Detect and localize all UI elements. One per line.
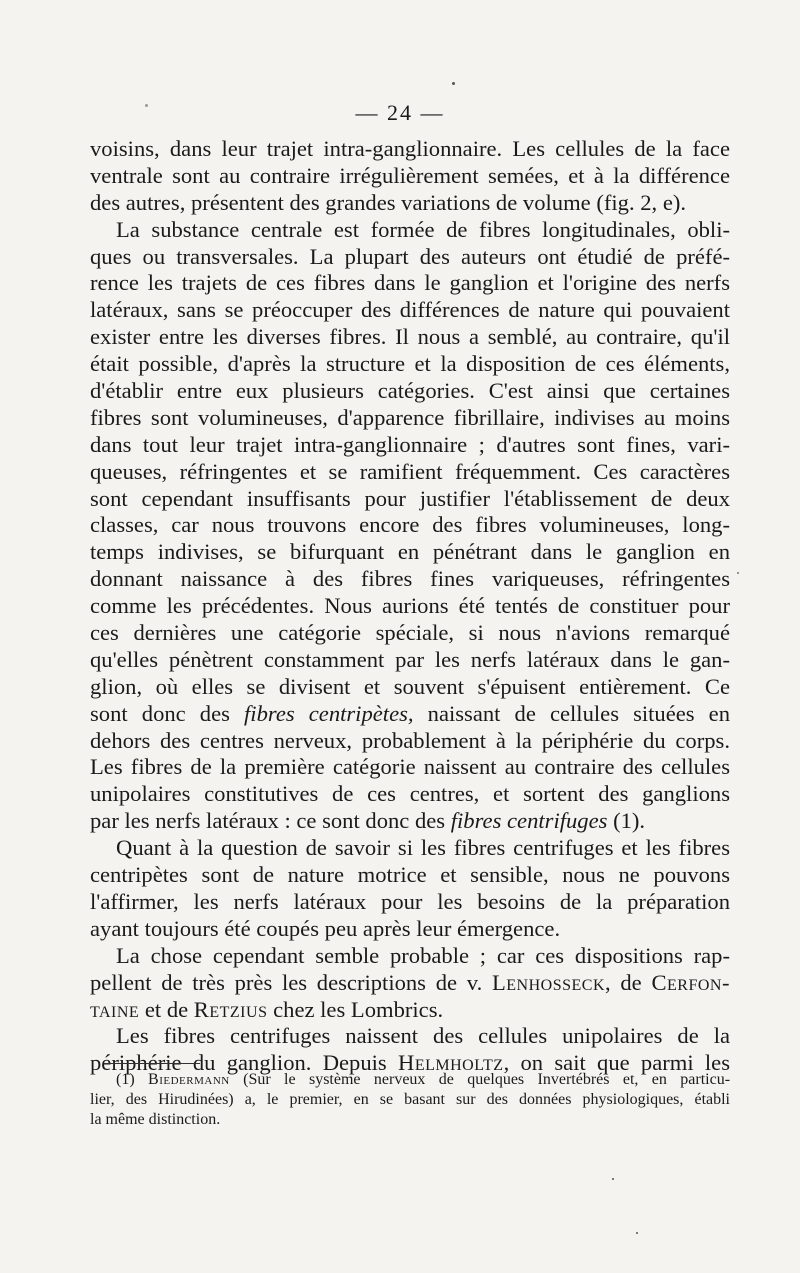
footnote-separator: [104, 1063, 200, 1064]
text-segment: naissant de cellules situées en: [427, 700, 731, 726]
text-line: comme les précédentes. Nous aurions été tentés de constituer pour: [90, 593, 730, 619]
text-line: La substance centrale est formée de fibres longitudinales, obli-: [116, 216, 730, 242]
text-line: qu'elles pénètrent constamment par les nerfs latéraux dans le gan-: [90, 646, 730, 672]
text-segment: , de: [605, 969, 642, 995]
text-line: ques ou transversales. La plupart des auteurs ont étudié de préfé-: [90, 243, 730, 269]
author-name: Retzius: [193, 996, 268, 1022]
text-line: [90, 808, 730, 835]
footnote-line: [90, 1070, 730, 1090]
text-line: l'affirmer, les nerfs latéraux pour les besoins de la préparation: [90, 888, 730, 914]
text-line: unipolaires constitutives de ces centres, et sortent des ganglions: [90, 781, 730, 807]
footnote-line: la même distinction.: [90, 1111, 221, 1128]
text-line: centripètes sont de nature motrice et sensible, nous ne pouvons: [90, 862, 730, 888]
paper-speck: [636, 1232, 638, 1234]
text-line: sont cependant insuffisants pour justifier l'établissement de deux: [90, 485, 730, 511]
footnote-marker: (1): [116, 1071, 135, 1088]
text-line: ventrale sont au contraire irrégulièrement semées, et à la différence: [90, 162, 730, 188]
text-line: d'établir entre eux plusieurs catégories. C'est ainsi que certaines: [90, 378, 730, 404]
text-segment: par les nerfs latéraux : ce sont donc des: [90, 808, 446, 834]
text-line: queuses, réfringentes et se ramifient fréquemment. Ces caractères: [90, 458, 730, 484]
text-segment: sont donc des: [90, 700, 230, 726]
text-line: Les fibres de la première catégorie naissent au contraire des cellules: [90, 754, 730, 780]
text-line: donnant naissance à des fibres fines variqueuses, réfringentes: [90, 566, 730, 592]
text-segment: chez les Lombrics.: [273, 996, 444, 1022]
footnote: [90, 1070, 730, 1130]
text-segment: et de: [144, 996, 189, 1022]
paper-speck: [612, 1178, 614, 1180]
text-line: [90, 701, 730, 728]
text-line: glion, où elles se divisent et souvent s'épuisent entièrement. Ce: [90, 673, 730, 699]
text-segment: (1).: [613, 808, 646, 834]
author-name: Cerfon-: [651, 969, 730, 995]
text-line: [90, 970, 730, 997]
text-line: latéraux, sans se préoccuper des différences de nature qui pouvaient: [90, 297, 730, 323]
text-line: [90, 997, 730, 1024]
text-line: dans tout leur trajet intra-ganglionnaire ; d'autres sont fines, vari-: [90, 431, 730, 457]
text-line: voisins, dans leur trajet intra-ganglionnaire. Les cellules de la face: [90, 136, 730, 161]
footnote-line: lier, des Hirudinées) a, le premier, en se basant sur des données physiologiques, établi: [90, 1091, 730, 1108]
text-line: des autres, présentent des grandes variations de volume (fig. 2, e).: [90, 189, 687, 215]
author-name: Lenhosseck: [491, 969, 606, 995]
text-line: rence les trajets de ces fibres dans le ganglion et l'origine des nerfs: [90, 270, 730, 296]
text-line: La chose cependant semble probable ; car ces dispositions rap-: [116, 942, 730, 968]
italic-term: fibres centrifuges: [450, 808, 608, 834]
author-name: taine: [90, 996, 140, 1022]
text-line: temps indivises, se bifurquant en pénétrant dans le ganglion en: [90, 539, 730, 565]
text-line: était possible, d'après la structure et la disposition de ces éléments,: [90, 351, 730, 377]
paper-speck: [737, 572, 739, 574]
text-line: classes, car nous trouvons encore des fibres volumineuses, long-: [90, 512, 730, 538]
italic-term: fibres centripètes,: [244, 700, 414, 726]
page-number: — 24 —: [355, 100, 445, 125]
text-line: fibres sont volumineuses, d'apparence fibrillaire, indivises au moins: [90, 404, 730, 430]
text-line: ayant toujours été coupés peu après leur émergence.: [90, 915, 561, 941]
text-segment: , on sait que parmi les: [503, 1050, 731, 1076]
author-name: Helmholtz: [398, 1050, 504, 1076]
text-line: Quant à la question de savoir si les fibres centrifuges et les fibres: [116, 835, 730, 861]
paper-speck: [452, 82, 455, 85]
paper-speck: [145, 104, 148, 107]
text-line: dehors des centres nerveux, probablement à la périphérie du corps.: [90, 727, 730, 753]
text-segment: (Sur le système nerveux de quelques Invertébrés et, en particu-: [243, 1071, 731, 1088]
text-segment: périphérie du ganglion. Depuis: [90, 1050, 387, 1076]
text-line: ces dernières une catégorie spéciale, si nous n'avions remarqué: [90, 620, 730, 646]
author-name: Biedermann: [148, 1071, 230, 1088]
text-segment: pellent de très près les descriptions de v.: [90, 969, 483, 995]
text-line: exister entre les diverses fibres. Il nous a semblé, au contraire, qu'il: [90, 324, 730, 350]
body-text: [90, 136, 730, 1077]
text-line: Les fibres centrifuges naissent des cellules unipolaires de la: [116, 1023, 730, 1049]
